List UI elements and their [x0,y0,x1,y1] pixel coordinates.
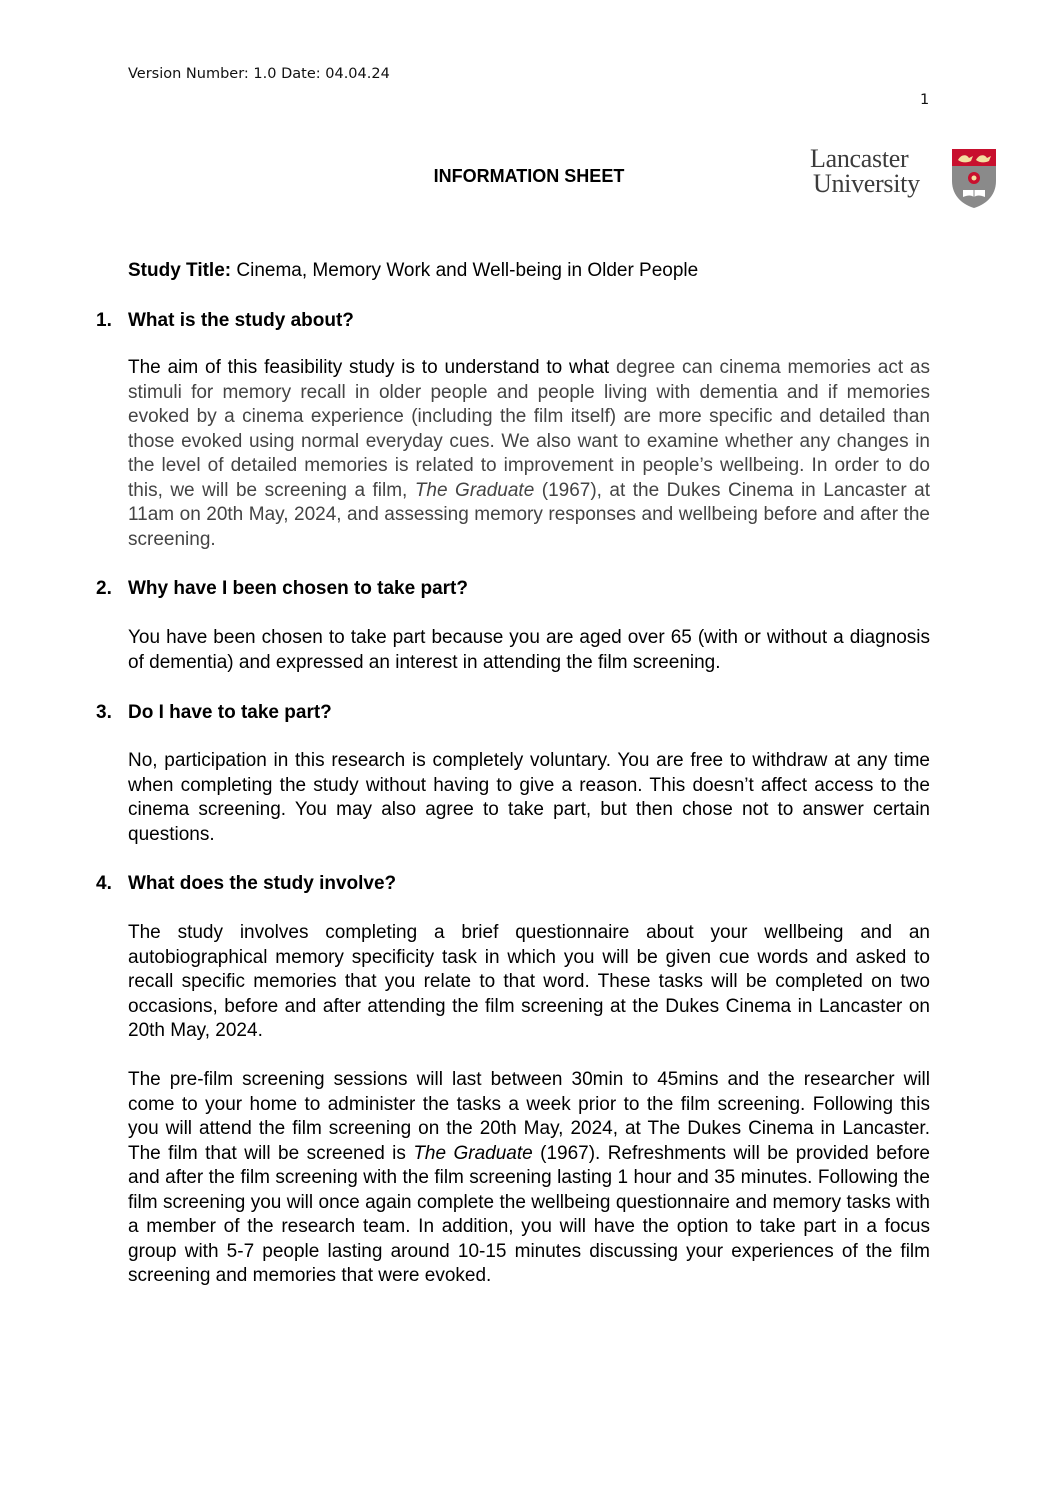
section-body-4: The study involves completing a brief questionnaire about your wellbeing and an autobiographical memory specificity task in which you will be given cue words and asked to recall specific memories that you relate to that word. These tasks will be completed on two occasions, before and after attending the film screening at the Dukes Cinema in Lancaster on 20th May, 2024. [128,922,930,1041]
section-number: 2. [96,578,112,599]
section-heading-text: What does the study involve? [128,873,397,894]
section-body-4b [128,1068,930,1289]
section-body-text: The aim of this feasibility study is to understand to what [128,357,617,378]
film-title: The Graduate [414,479,535,501]
page-title: INFORMATION SHEET [433,166,625,186]
logo-line1: Lancaster [810,144,909,173]
section-body-text: degree can cinema memories act as stimuli for memory recall in older people and people living with dementia and if memories evoked by a cinema experience (including the film itself) are more specific and detailed than those evoked using normal everyday cues. We also want to examine whether any changes in the level of detailed memories is related to improvement in people’s wellbeing. In order to do this, we will be screening a film, [128,357,930,501]
section-body-1 [128,356,930,552]
study-title-label: Study Title: [128,260,232,281]
section-body-text: (1967). Refreshments will be provided before and after the film screening with the film screening lasting 1 hour and 35 minutes. Following the film screening you will once again complete the wellbeing questionnaire and memory tasks with a member of the research team. In addition, you will have the option to take part in a focus group with 5-7 people lasting around 10-15 minutes discussing your experiences of the film screening and memories that were evoked. [128,1142,930,1286]
section-heading-text: What is the study about? [128,310,354,331]
study-title [128,260,698,282]
section-number: 3. [96,702,112,723]
section-heading-4 [96,873,396,895]
section-body-text: (1967), at the Dukes Cinema in Lancaster at 11am on 20th May, 2024, and assessing memory responses and wellbeing before and after the screening. [128,479,930,550]
section-heading-1 [96,310,354,332]
section-heading-2 [96,578,468,600]
section-number: 1. [96,310,112,331]
study-title-value: Cinema, Memory Work and Well-being in Older People [236,260,699,281]
section-body-2: You have been chosen to take part because you are aged over 65 (with or without a diagnosis of dementia) and expressed an interest in attending the film screening. [128,627,930,673]
section-heading-3 [96,702,332,724]
film-title: The Graduate [413,1142,533,1164]
section-body-3: No, participation in this research is completely voluntary. You are free to withdraw at any time when completing the study without having to give a reason. This doesn’t affect access to the cinema screening. You may also agree to take part, but then chose not to answer certain questions. [128,750,930,845]
section-body-text: The pre-film screening sessions will last between 30min to 45mins and the researcher will come to your home to administer the tasks a week prior to the film screening. Following this you will attend the film screening on the 20th May, 2024, at The Dukes Cinema in Lancaster. The film that will be screened is [128,1069,930,1164]
section-heading-text: Do I have to take part? [128,702,332,723]
section-heading-text: Why have I been chosen to take part? [128,578,468,599]
version-line: Version Number: 1.0 Date: 04.04.24 [128,66,390,82]
section-number: 4. [96,873,112,894]
page-number: 1 [920,92,930,108]
logo-line2: University [813,169,920,198]
